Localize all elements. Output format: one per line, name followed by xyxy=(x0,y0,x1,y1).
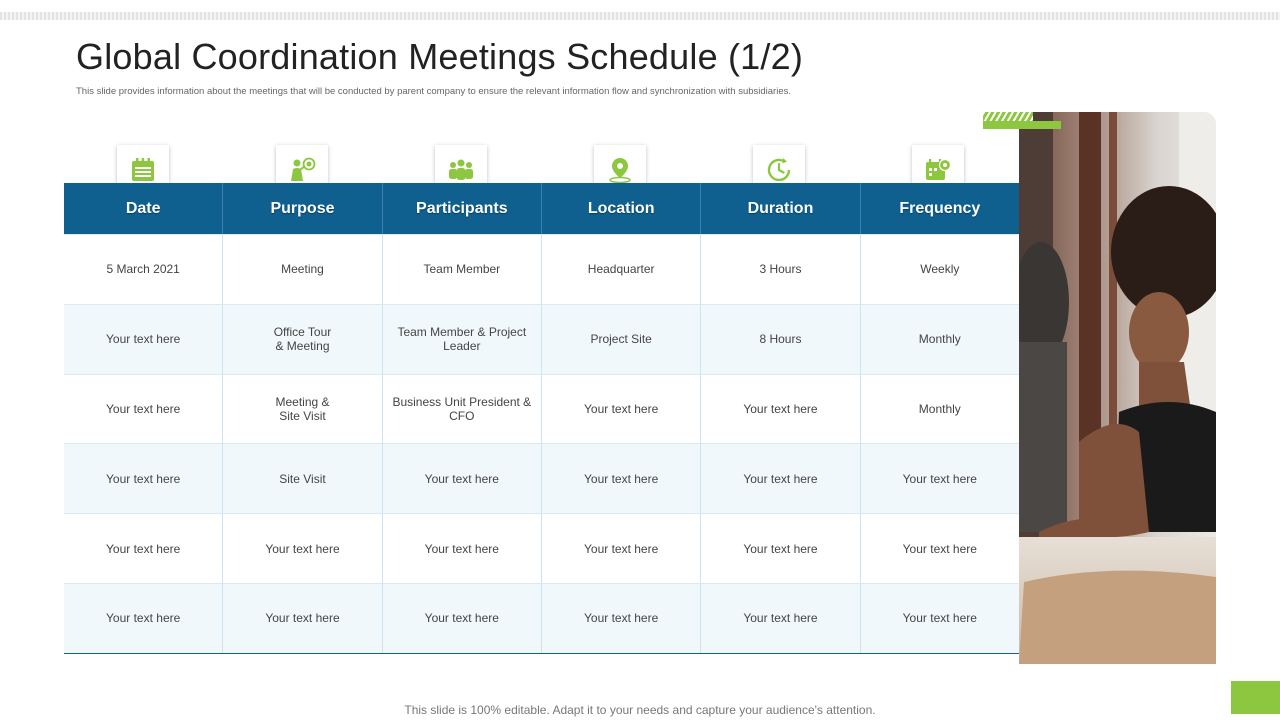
table-cell: Your text here xyxy=(700,514,859,583)
table-body xyxy=(64,234,1019,654)
green-accent-bar xyxy=(983,121,1061,129)
table-cell: Your text here xyxy=(106,541,181,556)
footer-note: This slide is 100% editable. Adapt it to your needs and capture your audience's attention. xyxy=(404,703,876,717)
table-cell: Site Visit xyxy=(222,444,381,513)
table-cell: Your text here xyxy=(700,584,859,653)
table-cell: Your text here xyxy=(106,611,181,626)
table-row xyxy=(64,583,1019,653)
decorative-hatch xyxy=(983,112,1033,121)
table-cell: Your text here xyxy=(700,375,859,444)
table-cell: 3 Hours xyxy=(700,235,859,304)
table-row xyxy=(64,304,1019,374)
table-row xyxy=(64,374,1019,444)
column-header-participants: Participants xyxy=(382,183,541,234)
table-row xyxy=(64,234,1019,304)
table-cell: Meeting & Site Visit xyxy=(222,375,381,444)
column-header-purpose: Purpose xyxy=(222,183,381,234)
top-decorative-strip xyxy=(0,12,1280,20)
table-cell: Your text here xyxy=(222,514,381,583)
table-cell: Your text here xyxy=(541,514,700,583)
table-cell: Your text here xyxy=(106,471,181,486)
table-cell: Office Tour & Meeting xyxy=(222,305,381,374)
table-cell: Headquarter xyxy=(541,235,700,304)
table-cell: Your text here xyxy=(860,514,1019,583)
corner-accent-block xyxy=(1231,681,1280,714)
table-cell: Team Member & Project Leader xyxy=(382,305,541,374)
table-cell: Your text here xyxy=(541,375,700,444)
table-cell: Weekly xyxy=(860,235,1019,304)
table-cell: Your text here xyxy=(541,584,700,653)
table-cell: 8 Hours xyxy=(700,305,859,374)
table-cell: Your text here xyxy=(222,584,381,653)
table-cell: Your text here xyxy=(860,444,1019,513)
slide-title: Global Coordination Meetings Schedule (1/2) xyxy=(76,36,804,77)
woman-working-photo xyxy=(1019,112,1216,664)
table-cell: Your text here xyxy=(106,332,181,347)
table-cell: Your text here xyxy=(382,514,541,583)
table-cell: Your text here xyxy=(106,401,181,416)
table-cell: Monthly xyxy=(860,375,1019,444)
table-cell: Your text here xyxy=(541,444,700,513)
slide-subtitle: This slide provides information about the meetings that will be conducted by parent company to ensure the relevant information flow and synchronization with subsidiaries. xyxy=(76,86,792,97)
table-cell: Your text here xyxy=(382,584,541,653)
column-header-duration: Duration xyxy=(700,183,859,234)
table-cell: Your text here xyxy=(860,584,1019,653)
table-header xyxy=(64,183,1019,234)
table-cell: Team Member xyxy=(382,235,541,304)
table-cell: Monthly xyxy=(860,305,1019,374)
table-row xyxy=(64,443,1019,513)
table-cell: Project Site xyxy=(541,305,700,374)
table-cell: Business Unit President & CFO xyxy=(382,375,541,444)
column-header-frequency: Frequency xyxy=(860,183,1019,234)
table-cell: Your text here xyxy=(382,444,541,513)
column-header-location: Location xyxy=(541,183,700,234)
table-cell: Your text here xyxy=(700,444,859,513)
table-cell: Meeting xyxy=(222,235,381,304)
table-cell: 5 March 2021 xyxy=(106,262,180,277)
table-row xyxy=(64,513,1019,583)
column-header-date: Date xyxy=(125,200,161,217)
